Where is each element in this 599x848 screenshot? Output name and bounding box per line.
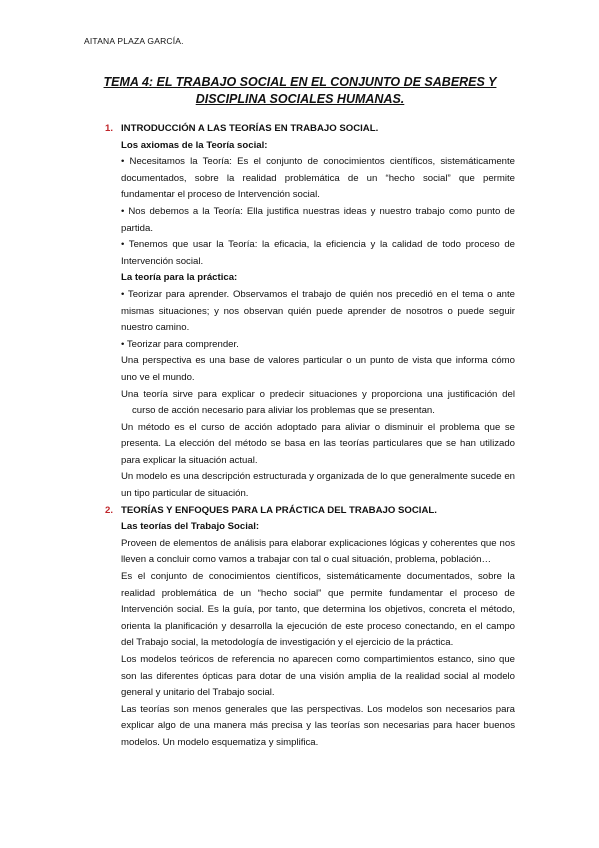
section-2-paragraph-1: Proveen de elementos de análisis para elaborar explicaciones lógicas y coherentes que nos lleven a concluir como vamos a trabajar con tal o cual situación, problema, población… [121, 537, 515, 566]
section-1-paragraph-teoria: Una teoría sirve para explicar o predecir situaciones y proporciona una justificación del curso de acción necesario para aliviar los problemas que se presentan. [121, 388, 515, 417]
title-line-1: TEMA 4: EL TRABAJO SOCIAL EN EL CONJUNTO DE SABERES Y [103, 75, 497, 89]
author-name: AITANA PLAZA GARCÍA. [84, 36, 184, 46]
section-1-bullet-5: • Teorizar para comprender. [121, 338, 239, 350]
section-1-paragraph-modelo: Un modelo es una descripción estructurada y organizada de lo que generalmente sucede en un tipo particular de situación. [121, 471, 515, 500]
section-1-title: INTRODUCCIÓN A LAS TEORÍAS EN TRABAJO SOCIAL. [121, 123, 379, 134]
title-line-2: DISCIPLINA SOCIALES HUMANAS. [195, 92, 405, 106]
section-1-bullet-3: • Tenemos que usar la Teoría: la eficacia, la eficiencia y la calidad de todo proceso de Intervención social. [121, 239, 515, 267]
section-1-content [97, 138, 515, 503]
section-1-subheading-practica: La teoría para la práctica: [121, 272, 238, 284]
section-2-number: 2. [105, 504, 114, 516]
section-1-paragraph-perspectiva: Una perspectiva es una base de valores particular o un punto de vista que informa cómo uno ve el mundo. [121, 355, 515, 383]
section-1-bullet-4: • Teorizar para aprender. Observamos el trabajo de quién nos precedió en el tema o ante mismas situaciones; y nos observan quién puede aprender de nosotros o puede seguir nuestro camino. [121, 288, 515, 334]
section-1-bullet-2: • Nos debemos a la Teoría: Ella justifica nuestras ideas y nuestro trabajo como punto de partida. [121, 205, 515, 234]
section-2-heading [97, 503, 515, 520]
section-1-subheading-axiomas: Los axiomas de la Teoría social: [121, 139, 268, 151]
section-2-subheading-teorias: Las teorías del Trabajo Social: [121, 521, 260, 533]
section-1-number: 1. [105, 123, 114, 134]
section-2-paragraph-2: Es el conjunto de conocimientos científicos, sistemáticamente documentados, sobre la realidad problemática de un “hecho social” que permite fundamentar el proceso de Intervención social. Es la guía, por tanto, que determina los objetivos, concreta el método, orienta la planificación y desarrolla la ejecución de este proceso conectando, en el campo del Trabajo social, la metodología de investigación y el ejercicio de la práctica. [121, 571, 515, 649]
section-2-paragraph-3: Los modelos teóricos de referencia no aparecen como compartimientos estanco, sino que son las diferentes ópticas para dotar de una visión amplia de la realidad social al modelo general y unitario del Trabajo social. [121, 654, 515, 699]
section-1-bullet-1: • Necesitamos la Teoría: Es el conjunto de conocimientos científicos, sistemáticamente documentados, sobre la realidad problemática de un “hecho social” que permite fundamentar el proceso de Intervención social. [121, 156, 515, 201]
section-2-content [97, 519, 515, 751]
document-title [84, 74, 516, 108]
section-1-heading [97, 121, 515, 138]
section-2-paragraph-4: Las teorías son menos generales que las perspectivas. Los modelos son necesarios para explicar algo de una manera más precisa y las teorías son necesarias para hacer buenos modelos. Un modelo esquematiza y simplifica. [121, 703, 515, 748]
section-1-paragraph-metodo: Un método es el curso de acción adoptado para aliviar o disminuir el problema que se presenta. La elección del método se basa en las teorías particulares que se han utilizado para explicar la situación actual. [121, 421, 515, 466]
document-body [97, 121, 515, 752]
section-2-title: TEORÍAS Y ENFOQUES PARA LA PRÁCTICA DEL TRABAJO SOCIAL. [121, 504, 437, 516]
